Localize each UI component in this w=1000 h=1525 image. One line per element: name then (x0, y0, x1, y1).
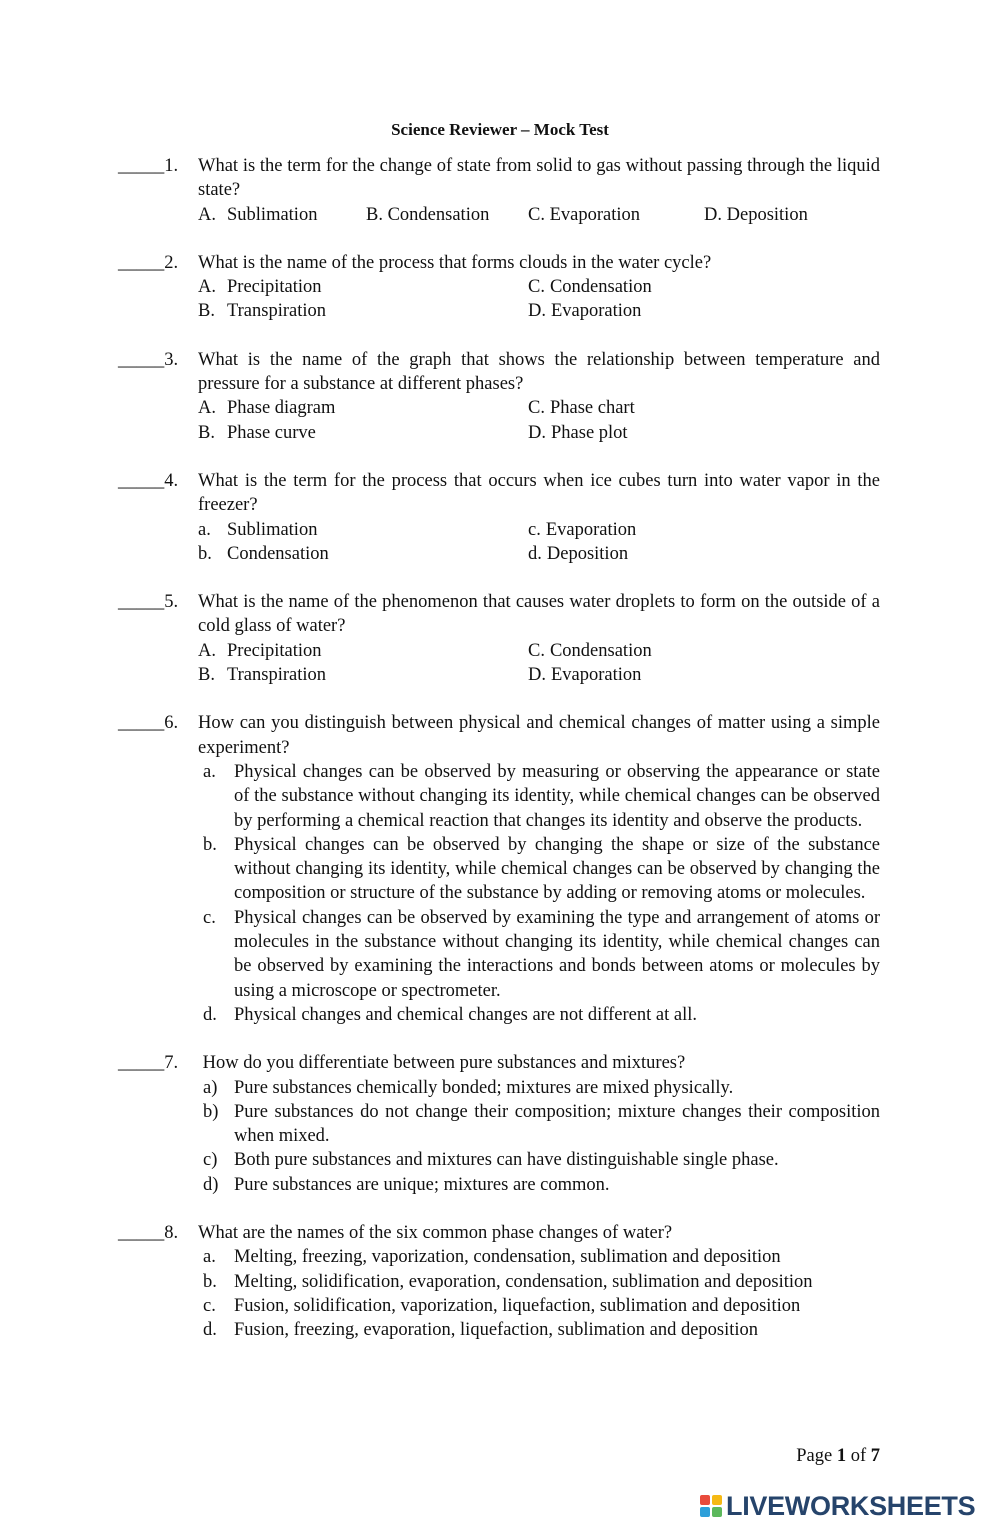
answer-blank[interactable]: _____1. (118, 156, 179, 176)
choice-text: Precipitation (227, 640, 322, 661)
choice-letter: B. (366, 204, 383, 225)
choice-a (198, 203, 366, 227)
choice-b (203, 833, 880, 906)
choice-letter: B. (198, 665, 215, 686)
question-1 (118, 154, 880, 227)
choice-text: Deposition (546, 543, 629, 564)
choice-text: Evaporation (551, 665, 642, 686)
choice-letter: A. (198, 204, 216, 225)
choice-c (528, 518, 880, 542)
choice-d (203, 1173, 880, 1197)
choice-letter: c) (203, 1150, 218, 1171)
choice-letter: b) (203, 1101, 219, 1122)
answer-blank[interactable]: _____2. (118, 252, 179, 273)
choice-letter: D. (704, 204, 722, 225)
choice-text: Condensation (227, 543, 329, 564)
current-page: 1 (836, 1446, 847, 1466)
choice-letter: a. (198, 519, 211, 540)
choice-letter: d. (528, 543, 542, 564)
choice-letter: C. (528, 640, 545, 661)
choice-c (203, 1294, 880, 1318)
page-number (796, 1444, 880, 1468)
question-text: What is the name of the phenomenon that causes water droplets to form on the outside of a cold glass of water? (198, 592, 880, 637)
question-3 (118, 348, 880, 445)
choice-letter: c. (203, 1295, 216, 1316)
choice-text: Phase diagram (227, 398, 336, 419)
choice-letter: d. (203, 1320, 217, 1341)
choice-letter: b. (203, 1271, 217, 1292)
choice-text: Transpiration (227, 301, 327, 322)
question-2 (118, 251, 880, 324)
choices (198, 275, 880, 324)
question-6 (118, 711, 880, 1027)
choice-letter: d) (203, 1174, 219, 1195)
choice-text: Phase chart (549, 398, 635, 419)
choice-b (203, 1270, 880, 1294)
choice-text: Physical changes can be observed by measuring or observing the appearance or state of the substance without changing its identity, while chemical changes can be observed by performing a chemical reaction that changes its identity and observe the products. (234, 761, 880, 831)
question-list (118, 154, 880, 1342)
choice-d (528, 299, 880, 323)
answer-blank[interactable]: _____6. (118, 713, 179, 734)
choice-text: Pure substances do not change their composition; mixture changes their composition when mixed. (234, 1101, 880, 1147)
logo-text: LIVEWORKSHEETS (726, 1490, 976, 1521)
total-pages: 7 (870, 1446, 880, 1466)
liveworksheets-logo (700, 1491, 975, 1521)
choice-letter: A. (198, 277, 216, 298)
choice-a (198, 275, 528, 299)
choice-text: Evaporation (549, 204, 641, 225)
question-text: What is the term for the process that occurs when ice cubes turn into water vapor in the freezer? (198, 470, 880, 516)
choice-text: Physical changes can be observed by examining the type and arrangement of atoms or molecules in the substance without changing its identity, while chemical changes can be observed by examining the interactions and bonds between atoms or molecules by using a microscope or spectrometer. (234, 907, 880, 1001)
page-prefix: Page (796, 1446, 837, 1466)
choice-letter: c. (528, 519, 541, 540)
choice-letter: B. (198, 301, 215, 322)
choice-text: Condensation (549, 277, 652, 298)
question-text: How can you distinguish between physical and chemical changes of matter using a simple experiment? (198, 713, 880, 758)
logo-icon (700, 1495, 722, 1517)
choice-text: Phase curve (227, 422, 316, 443)
choice-c (528, 396, 880, 420)
choice-letter: b. (198, 543, 212, 564)
question-text: What is the name of the process that forms clouds in the water cycle? (198, 252, 712, 273)
choice-a (203, 760, 880, 833)
question-7 (118, 1051, 880, 1197)
choice-letter: D. (528, 301, 546, 322)
logo-square-yellow (712, 1495, 722, 1505)
question-text: How do you differentiate between pure substances and mixtures? (198, 1053, 686, 1074)
choice-letter: a. (203, 761, 216, 782)
choice-text: Fusion, freezing, evaporation, liquefaction, sublimation and deposition (234, 1320, 759, 1341)
choice-letter: a) (203, 1077, 218, 1098)
choice-c (528, 639, 880, 663)
answer-blank[interactable]: _____7. (118, 1053, 179, 1074)
choice-d (528, 421, 880, 445)
choice-b (198, 542, 528, 566)
choice-letter: C. (528, 204, 545, 225)
question-text: What is the name of the graph that shows the relationship between temperature and pressure for a substance at different phases? (198, 349, 880, 395)
choices (203, 1076, 880, 1197)
choice-text: Both pure substances and mixtures can have distinguishable single phase. (234, 1150, 779, 1171)
choice-text: Melting, solidification, evaporation, condensation, sublimation and deposition (234, 1271, 813, 1292)
choice-a (203, 1245, 880, 1269)
choices (203, 1245, 880, 1342)
logo-square-green (712, 1507, 722, 1517)
choice-text: Melting, freezing, vaporization, condensation, sublimation and deposition (234, 1247, 781, 1268)
question-4 (118, 469, 880, 566)
choice-text: Condensation (387, 204, 490, 225)
page-of: of (846, 1446, 871, 1466)
answer-blank[interactable]: _____5. (118, 592, 179, 613)
logo-square-blue (700, 1507, 710, 1517)
question-text: What are the names of the six common phase changes of water? (198, 1222, 673, 1243)
choice-a (198, 396, 528, 420)
choice-letter: b. (203, 834, 217, 855)
choice-letter: A. (198, 398, 216, 419)
choice-text: Sublimation (227, 519, 318, 540)
answer-blank[interactable]: _____8. (118, 1222, 179, 1243)
choice-c (203, 1148, 880, 1172)
choice-text: Transpiration (227, 665, 327, 686)
choice-d (203, 1318, 880, 1342)
choice-text: Pure substances chemically bonded; mixtures are mixed physically. (234, 1077, 734, 1098)
choices (198, 639, 880, 688)
question-5 (118, 590, 880, 687)
choice-text: Condensation (549, 640, 652, 661)
choice-text: Precipitation (227, 277, 322, 298)
choice-text: Fusion, solidification, vaporization, liquefaction, sublimation and deposition (234, 1295, 801, 1316)
choice-text: Phase plot (551, 422, 628, 443)
choice-letter: d. (203, 1004, 217, 1025)
choice-letter: D. (528, 422, 546, 443)
choice-letter: a. (203, 1247, 216, 1268)
choice-text: Evaporation (545, 519, 637, 540)
choice-d (528, 542, 880, 566)
logo-square-red (700, 1495, 710, 1505)
choice-c (203, 906, 880, 1003)
choice-text: Pure substances are unique; mixtures are common. (234, 1174, 610, 1195)
choice-letter: A. (198, 640, 216, 661)
choices (198, 203, 880, 227)
answer-blank[interactable]: _____4. (118, 470, 179, 491)
choice-letter: B. (198, 422, 215, 443)
choice-c (528, 203, 704, 227)
choice-letter: C. (528, 398, 545, 419)
choice-text: Physical changes and chemical changes are not different at all. (234, 1004, 697, 1025)
choice-d (203, 1003, 880, 1027)
choice-text: Evaporation (551, 301, 642, 322)
choice-a (203, 1076, 880, 1100)
choice-letter: D. (528, 665, 546, 686)
choice-c (528, 275, 880, 299)
choice-a (198, 518, 528, 542)
choice-b (198, 663, 528, 687)
choices (198, 396, 880, 445)
page-title: Science Reviewer – Mock Test (391, 120, 609, 139)
choice-b (203, 1100, 880, 1149)
question-text: What is the term for the change of state from solid to gas without passing through the liquid state? (198, 156, 880, 201)
choice-b (366, 203, 528, 227)
choice-text: Sublimation (227, 204, 318, 225)
answer-blank[interactable]: _____3. (118, 349, 179, 370)
choice-text: Deposition (726, 204, 808, 225)
question-8 (118, 1221, 880, 1342)
choice-text: Physical changes can be observed by changing the shape or size of the substance without changing its identity, while chemical changes can be observed by changing the composition or structure of the substance by adding or removing atoms or molecules. (234, 834, 880, 904)
choice-letter: C. (528, 277, 545, 298)
choice-b (198, 421, 528, 445)
choice-letter: c. (203, 907, 216, 928)
choice-b (198, 299, 528, 323)
choice-d (528, 663, 880, 687)
choice-a (198, 639, 528, 663)
choices (198, 518, 880, 567)
choice-d (704, 203, 808, 227)
choices (203, 760, 880, 1027)
